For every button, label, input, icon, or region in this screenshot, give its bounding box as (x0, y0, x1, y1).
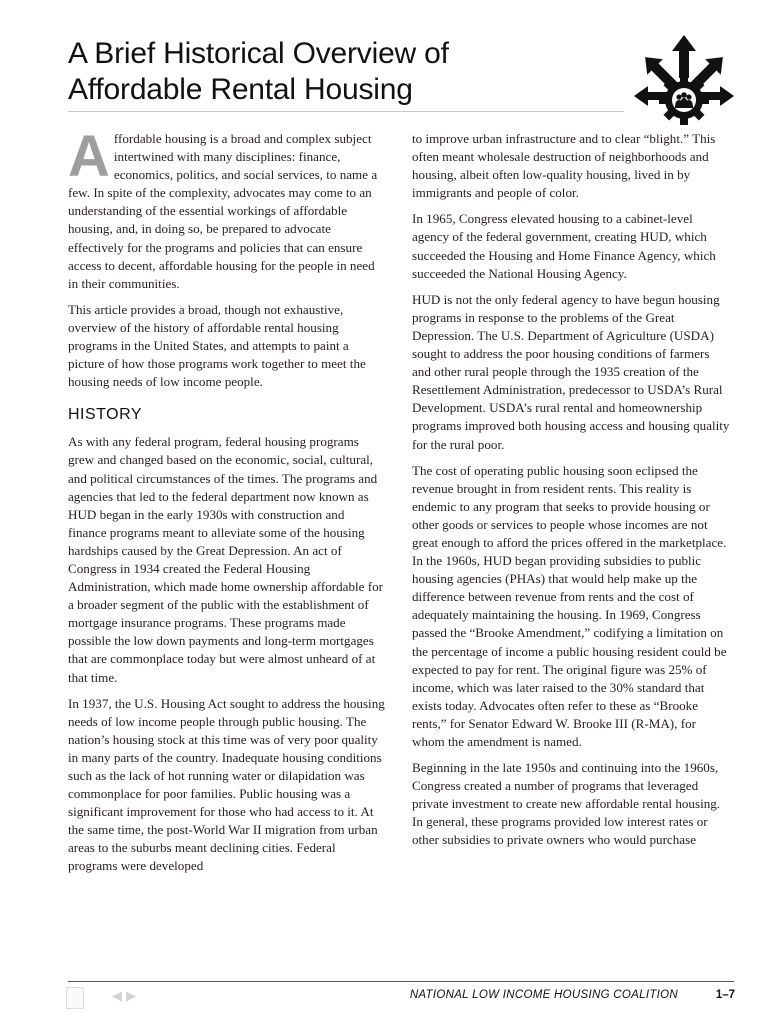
page-number: 1–7 (715, 989, 735, 1001)
footer-divider (68, 981, 734, 982)
history-paragraph-1: As with any federal program, federal housing programs grew and changed based on the economic, social, cultural, and political circumstances of the times. The programs and agencies that led to the federal department now known as HUD began in the early 1930s with construction and finance programs meant to alleviate some of the housing hardships caused by the Great Depression. An act of Congress in 1934 created the Federal Housing Administration, which made home ownership affordable for a broader segment of the public with the establishment of mortgage insurance programs. These programs made possible the low down payments and long-term mortgages that are commonplace today but were almost unheard of at that time. (68, 434, 384, 685)
document-icon[interactable] (66, 987, 84, 1009)
page-title-line-1: A Brief Historical Overview of (68, 37, 449, 70)
intro-paragraph (68, 124, 386, 293)
footer-organization: NATIONAL LOW INCOME HOUSING COALITION (409, 989, 678, 1001)
usda-paragraph: HUD is not the only federal agency to have begun housing programs in response to the problems of the Great Depression. The U.S. Department of Agriculture (USDA) sought to address the poor housing conditions of farmers and other rural people through the 1935 creation of the Resettlement Administration, predecessor to USDA’s Rural Development. USDA’s rural rental and homeownership programs improved both housing access and housing quality for the rural poor. (412, 291, 730, 452)
triangle-left-icon[interactable]: ◀ (112, 989, 122, 1004)
left-column (68, 124, 386, 884)
drop-cap: A (68, 124, 110, 189)
private-investment-paragraph: Beginning in the late 1950s and continuing into the 1960s, Congress created a number of programs that leveraged private investment to create new affordable rental housing. In general, these programs provided low interest rates or other subsidies to private owners who would purchase (412, 760, 721, 848)
right-column (412, 130, 730, 858)
intro-text: ffordable housing is a broad and complex subject intertwined with many disciplines: finance, economics, politics, and social services, to name a few. In spite of the complexity, advocates may come to an understanding of the essential workings of affordable housing, and, in doing so, be prepared to advocate effectively for the programs and policies that can ensure access to decent, affordable housing for the people in need in their communities. (68, 131, 378, 291)
arrows-gear-people-icon (632, 34, 736, 128)
page-nav-controls (66, 985, 146, 1011)
triangle-right-icon[interactable]: ▶ (126, 989, 136, 1004)
hud-creation-paragraph: In 1965, Congress elevated housing to a cabinet-level agency of the federal government, creating HUD, which succeeded the Housing and Home Finance Agency, which succeeded the National Housing Agency. (412, 211, 716, 281)
urban-infrastructure-paragraph: to improve urban infrastructure and to clear “blight.” This often meant wholesale destruction of neighborhoods and housing, albeit often low-quality housing, lived in by immigrants and people of color. (412, 131, 716, 201)
page-title-line-2: Affordable Rental Housing (68, 73, 413, 106)
history-heading: HISTORY (68, 406, 143, 424)
page-title (68, 36, 628, 108)
brooke-amendment-paragraph: The cost of operating public housing soon eclipsed the revenue brought in from resident rents. This reality is endemic to any program that seeks to provide housing or other goods or services to people whose incomes are not great enough to afford the prices offered in the marketplace. In the 1960s, HUD began providing subsidies to public housing agencies (PHAs) that would help make up the difference between revenue from rents and the cost of adequately maintaining the housing. In 1969, Congress passed the “Brooke Amendment,” codifying a limitation on the percentage of income a public housing resident could be expected to pay for rent. The original figure was 25% of income, which was later raised to the 30% standard that exists today. Advocates often refer to these as “Brooke rents,” for Senator Edward W. Brooke III (R-MA), for whom the amendment is named. (412, 462, 727, 749)
title-divider (68, 111, 624, 112)
history-paragraph-2: In 1937, the U.S. Housing Act sought to address the housing needs of low income people through public housing. The nation’s housing stock at this time was of very poor quality in many parts of the country. Inadequate housing conditions such as the lack of hot running water or dilapidation was commonplace for poor families. Public housing was a significant improvement for those who had access to it. At the same time, the post-World War II migration from urban areas to the suburbs meant declining cities. Federal programs were developed (68, 695, 385, 874)
overview-paragraph: This article provides a broad, though not exhaustive, overview of the history of affordable rental housing programs in the United States, and attempts to paint a picture of how those programs work together to meet the housing needs of low income people. (68, 301, 366, 390)
